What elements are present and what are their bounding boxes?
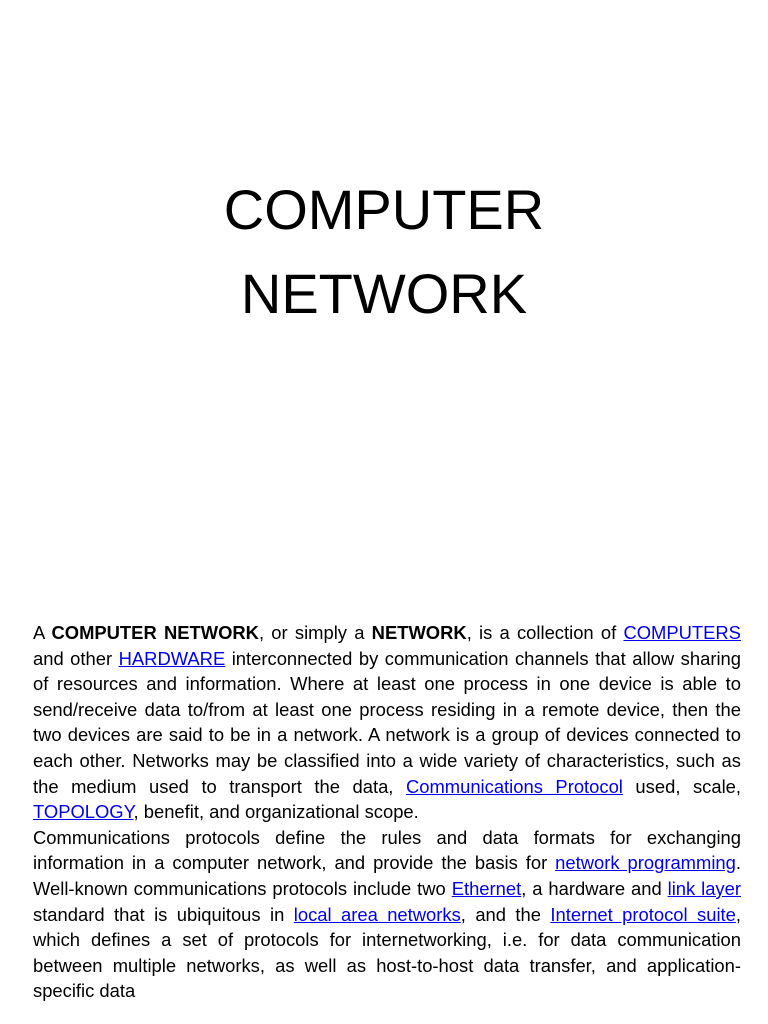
link-network-programming[interactable]: network programming (555, 852, 736, 874)
text-run: used, scale, (622, 775, 741, 797)
text-run: and other (33, 647, 119, 669)
link-topology[interactable]: TOPOLOGY (33, 801, 134, 823)
page-title (0, 168, 768, 336)
text-run: , is a collection of (466, 622, 624, 643)
text-run: , or simply a (258, 622, 372, 643)
title-line-2: NETWORK (240, 262, 528, 325)
text-run: standard that is ubiquitous in (33, 903, 294, 925)
bold-term-computer-network: COMPUTER NETWORK (51, 622, 259, 643)
bold-term-network: NETWORK (371, 622, 467, 643)
link-internet-protocol-suite[interactable]: Internet protocol suite (550, 903, 736, 925)
link-ethernet[interactable]: Ethernet (451, 877, 522, 899)
body-text (33, 620, 741, 1004)
text-run: interconnected by communication channels that allow sharing of resources and information. Where at least one process in one device is able to send/receive data to/from at least one process residing in a remote device, then the two devices are said to be in a network. A network is a group of devices connected to each other. Networks may be classified into a wide variety of characteristics, such as the medium used to transport the data, (33, 647, 741, 797)
link-communications-protocol[interactable]: Communications Protocol (405, 775, 623, 797)
title-line-1: COMPUTER (223, 178, 545, 241)
text-run: A (33, 622, 52, 643)
link-computers[interactable]: COMPUTERS (623, 622, 741, 643)
text-run: , a hardware and (521, 877, 668, 899)
text-run: Communications protocols define the rules and data formats for exchanging information in a computer network, and provide the basis for (33, 826, 741, 874)
text-run: . Well-known communications protocols include two (33, 852, 741, 899)
paragraph-1 (33, 620, 741, 825)
paragraph-2 (33, 825, 741, 1004)
link-hardware[interactable]: HARDWARE (118, 647, 226, 669)
text-run: , and the (460, 903, 551, 925)
text-run: , which defines a set of protocols for internetworking, i.e. for data communication between multiple networks, as well as host-to-host data transfer, and application-specific data (33, 903, 741, 1002)
text-run: , benefit, and organizational scope. (133, 801, 419, 823)
link-link-layer[interactable]: link layer (667, 877, 741, 899)
link-local-area-networks[interactable]: local area networks (293, 903, 461, 925)
